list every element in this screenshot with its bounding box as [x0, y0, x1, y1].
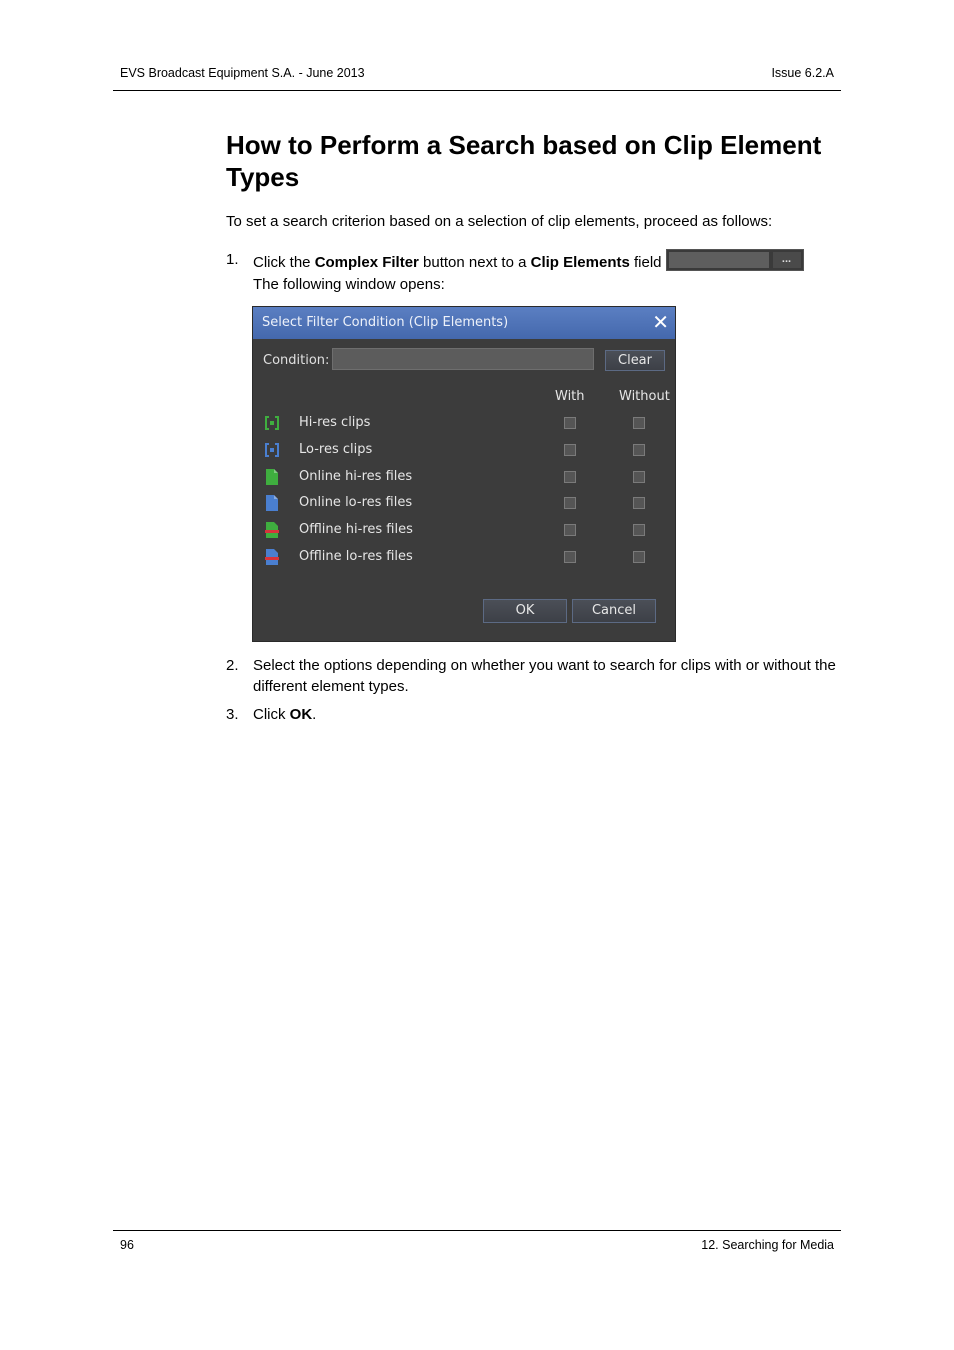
clip-elements-field-illustration — [666, 249, 804, 271]
step-1-sub: The following window opens: — [253, 276, 445, 293]
with-checkbox[interactable] — [564, 524, 576, 536]
list-item — [253, 520, 675, 542]
list-item — [253, 493, 675, 515]
text-run: button next to a — [418, 254, 531, 271]
online-hi-res-file-icon — [263, 468, 281, 486]
without-checkbox[interactable] — [633, 471, 645, 483]
page-number: 96 — [120, 1238, 134, 1252]
condition-input[interactable] — [332, 348, 594, 370]
column-header-with: With — [555, 389, 585, 404]
without-checkbox[interactable] — [633, 417, 645, 429]
intro-text: To set a search criterion based on a selection of clip elements, proceed as follows: — [226, 213, 773, 230]
without-checkbox[interactable] — [633, 444, 645, 456]
column-header-without: Without — [619, 389, 670, 404]
list-item-label: Offline hi-res files — [299, 522, 413, 538]
without-checkbox[interactable] — [633, 551, 645, 563]
with-checkbox[interactable] — [564, 417, 576, 429]
field-input-illustration — [669, 252, 769, 268]
bold-complex-filter: Complex Filter — [314, 254, 419, 271]
select-filter-dialog — [252, 306, 676, 642]
close-icon[interactable]: ✕ — [652, 310, 669, 334]
list-item-label: Online lo-res files — [299, 495, 413, 511]
step-number: 3. — [226, 706, 239, 723]
step-number: 2. — [226, 657, 239, 674]
with-checkbox[interactable] — [564, 551, 576, 563]
header-rule — [113, 90, 841, 91]
bold-clip-elements: Clip Elements — [530, 254, 630, 271]
with-checkbox[interactable] — [564, 444, 576, 456]
step-number: 1. — [226, 251, 239, 268]
step-text: Select the options depending on whether you want to search for clips with or without the different element types. — [253, 657, 836, 695]
text-run: Click the — [253, 254, 315, 271]
header-right: Issue 6.2.A — [771, 66, 834, 80]
clear-button[interactable]: Clear — [605, 350, 665, 371]
ok-button[interactable]: OK — [483, 599, 567, 623]
list-item — [253, 547, 675, 569]
step-text — [253, 249, 804, 273]
list-item — [253, 467, 675, 489]
with-checkbox[interactable] — [564, 497, 576, 509]
list-item-label: Lo-res clips — [299, 441, 373, 457]
dialog-titlebar — [253, 307, 675, 339]
page-title: How to Perform a Search based on Clip Element Types — [226, 130, 822, 192]
footer-chapter: 12. Searching for Media — [701, 1238, 834, 1252]
dialog-title: Select Filter Condition (Clip Elements) — [262, 315, 509, 330]
with-checkbox[interactable] — [564, 471, 576, 483]
hi-res-clip-icon — [263, 414, 281, 432]
without-checkbox[interactable] — [633, 497, 645, 509]
cancel-button[interactable]: Cancel — [572, 599, 656, 623]
complex-filter-button-illustration: ... — [773, 252, 801, 268]
text-run: Click — [253, 706, 290, 723]
offline-hi-res-file-icon — [263, 521, 281, 539]
step-text — [253, 704, 316, 725]
list-item — [253, 440, 675, 462]
online-lo-res-file-icon — [263, 494, 281, 512]
list-item-label: Online hi-res files — [299, 468, 413, 484]
offline-lo-res-file-icon — [263, 548, 281, 566]
without-checkbox[interactable] — [633, 524, 645, 536]
list-item-label: Offline lo-res files — [299, 549, 413, 564]
header-left: EVS Broadcast Equipment S.A. - June 2013 — [120, 66, 365, 80]
lo-res-clip-icon — [263, 441, 281, 459]
list-item — [253, 413, 675, 435]
text-run: . — [312, 706, 317, 723]
text-run: field — [629, 254, 662, 271]
list-item-label: Hi-res clips — [299, 415, 371, 430]
condition-label: Condition: — [263, 353, 330, 368]
bold-ok: OK — [289, 706, 313, 723]
footer-rule — [113, 1230, 841, 1231]
